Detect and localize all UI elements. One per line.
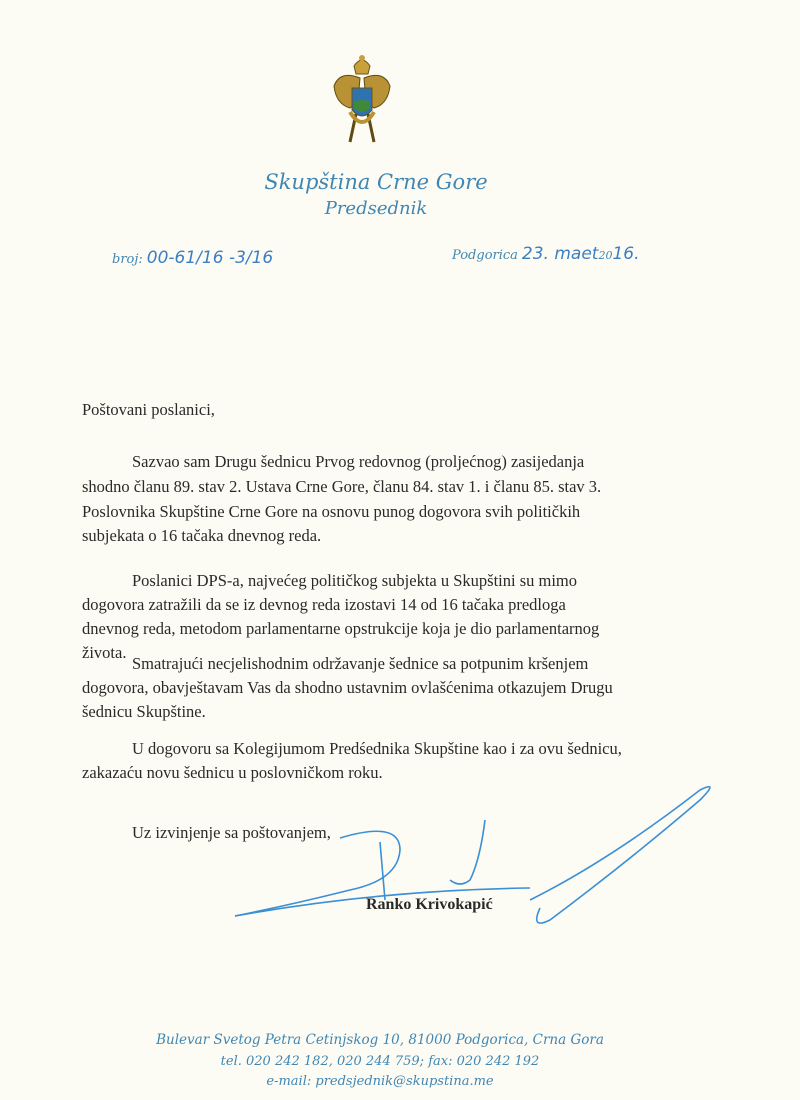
- body-line: dogovora, obavještavam Vas da shodno ustavnim ovlašćenima otkazujem Drugu: [82, 678, 613, 697]
- footer-phones: tel. 020 242 182, 020 244 759; fax: 020 242 192: [220, 1054, 540, 1069]
- body-line: Poslanici DPS-a, najvećeg političkog subjekta u Skupštini su mimo: [132, 571, 578, 590]
- reference-value: 00-61/16 -3/16: [146, 248, 274, 268]
- body-line: U dogovoru sa Kolegijumom Predśednika Skupštine kao i za ovu šednicu,: [132, 739, 622, 758]
- date-line: [452, 244, 640, 264]
- salutation: Poštovani poslanici,: [82, 400, 215, 419]
- body-line: dnevnog reda, metodom parlamentarne opstrukcije koja je dio parlamentarnog: [82, 619, 600, 638]
- date-year-suffix: 16.: [612, 244, 640, 264]
- reference-number: [112, 248, 273, 268]
- date-year-prefix: 20: [598, 249, 613, 262]
- signatory-name: Ranko Krivokapić: [366, 896, 493, 913]
- body-line: života.: [82, 643, 127, 662]
- body-line: Sazvao sam Drugu šednicu Prvog redovnog (proljećnog) zasijedanja: [132, 452, 585, 471]
- coat-of-arms-emblem: [330, 52, 394, 152]
- body-line: Poslovnika Skupštine Crne Gore na osnovu punog dogovora svih političkih: [82, 502, 581, 521]
- closing: Uz izvinjenje sa poštovanjem,: [132, 823, 331, 842]
- body-line: Smatrajući necjelishodnim održavanje šednice sa potpunim kršenjem: [132, 654, 589, 673]
- office-title: Predsednik: [324, 198, 428, 219]
- institution-name: Skupština Crne Gore: [264, 170, 488, 194]
- footer-address: Bulevar Svetog Petra Cetinjskog 10, 81000 Podgorica, Crna Gora: [156, 1032, 604, 1048]
- date-place: Podgorica: [452, 248, 518, 263]
- body-line: šednicu Skupštine.: [82, 702, 206, 721]
- body-line: dogovora zatražili da se iz devnog reda izostavi 14 od 16 tačaka predloga: [82, 595, 566, 614]
- reference-label: broj:: [112, 252, 143, 267]
- body-line: shodno članu 89. stav 2. Ustava Crne Gore, članu 84. stav 1. i članu 85. stav 3.: [82, 477, 602, 496]
- footer-email: e-mail: predsjednik@skupstina.me: [266, 1074, 494, 1089]
- date-day-month: 23. maet: [521, 244, 599, 264]
- body-line: subjekata o 16 tačaka dnevnog reda.: [82, 526, 322, 545]
- body-line: zakazaću novu šednicu u poslovničkom roku.: [82, 763, 383, 782]
